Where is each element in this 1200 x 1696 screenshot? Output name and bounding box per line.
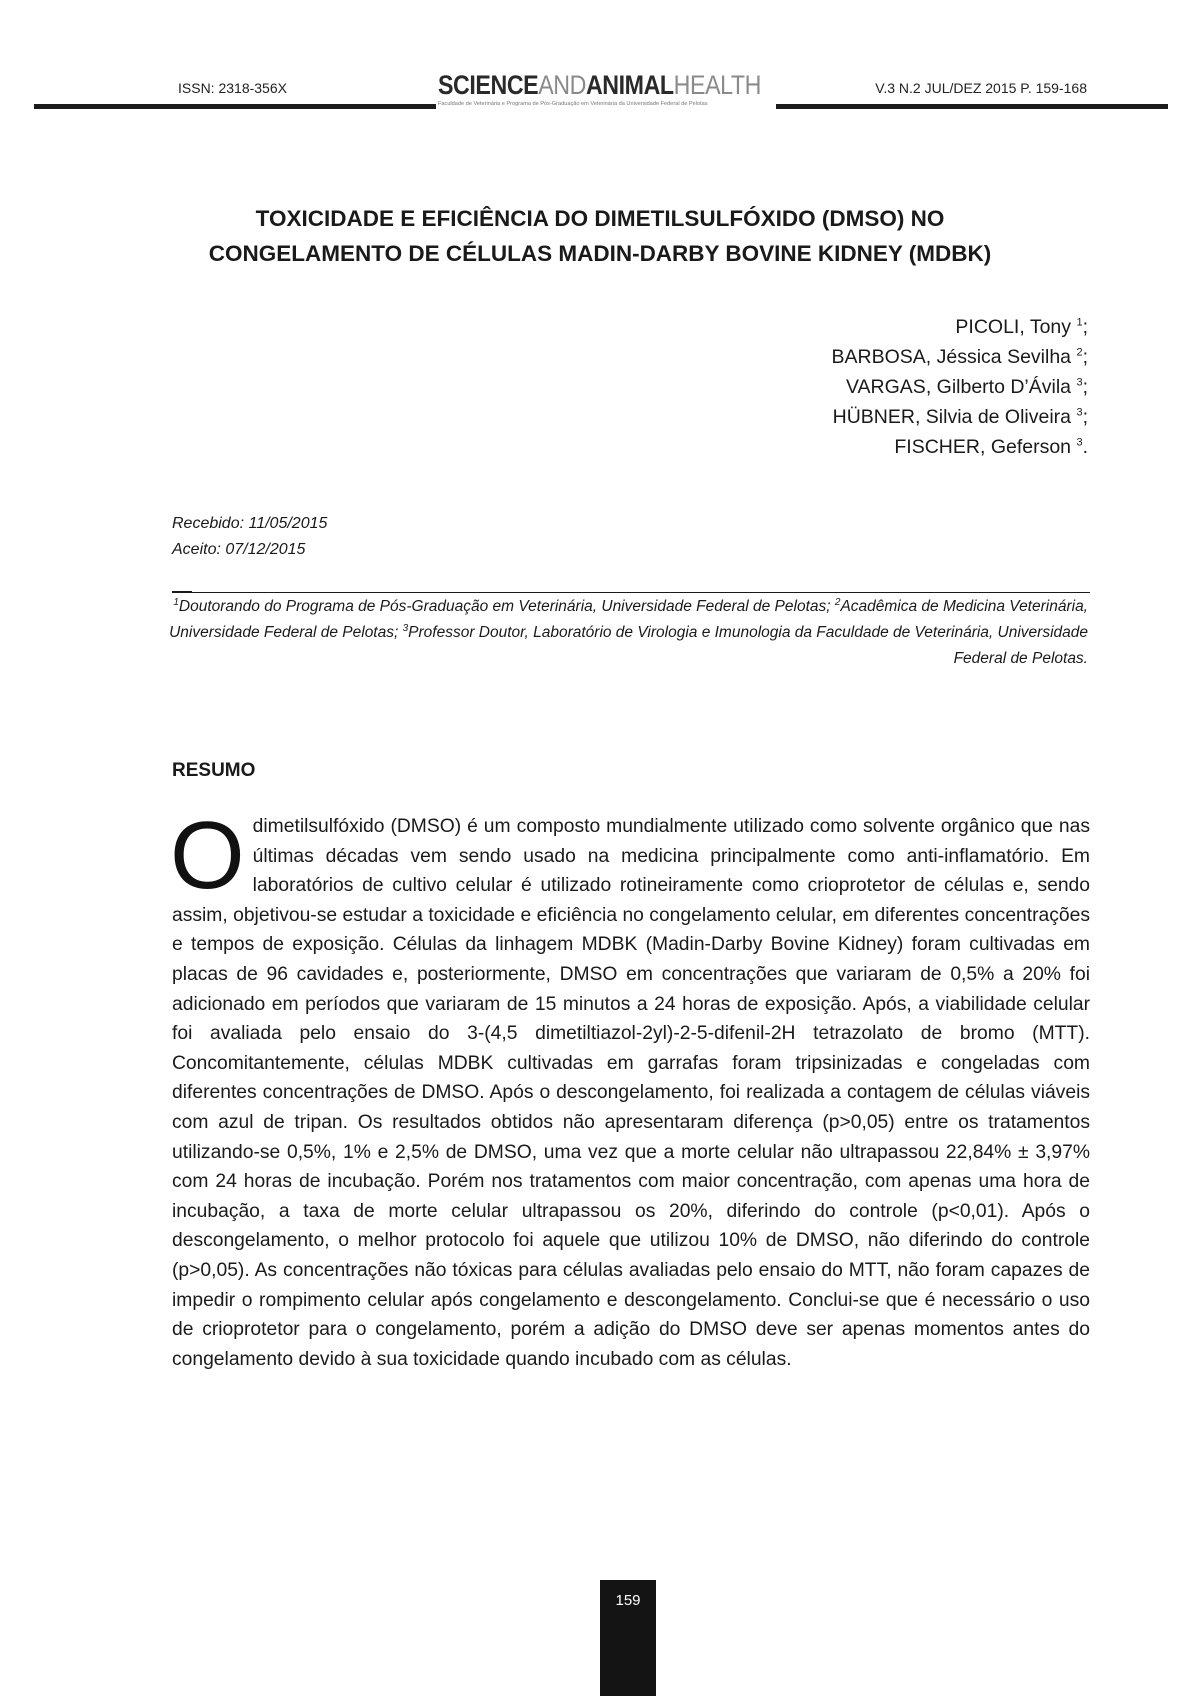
affiliation-mark-2: 2 [834,596,841,608]
affiliations [168,594,1088,672]
author [832,432,1088,462]
journal-logo [438,70,774,110]
author [832,312,1088,342]
author-affiliation-mark: 3 [1076,406,1083,419]
journal-name [438,70,761,100]
author-list [832,312,1088,462]
author-affiliation-mark: 3 [1076,376,1083,389]
author-name: PICOLI, Tony [955,316,1072,338]
title-line-2: CONGELAMENTO DE CÉLULAS MADIN-DARBY BOVINE KIDNEY (MDBK) [208,241,992,266]
header-rule-right [776,104,1168,109]
affiliation-1: Doutorando do Programa de Pós-Graduação em Veterinária, Universidade Federal de Pelotas; [178,598,835,615]
received-date: Recebido: 11/05/2015 [172,515,328,532]
affiliation-2: Acadêmica de Medicina Veterinária, Universidade Federal de Pelotas; [169,598,1088,641]
header-rule-left [34,104,436,109]
accepted-date: Aceito: 07/12/2015 [172,541,306,558]
journal-subtitle: Faculdade de Veterinária e Programa de Pós-Graduação em Veterinária da Universidade Federal de Pelotas [438,101,708,107]
author-affiliation-mark: 3 [1076,436,1083,449]
page-number-tab [600,1580,656,1696]
page-number: 159 [615,1592,641,1609]
journal-name-science: SCIENCE [438,70,539,100]
volume-label: V.3 N.2 JUL/DEZ 2015 P. 159-168 [875,80,1087,96]
issn-label: ISSN: 2318-356X [178,80,287,96]
author [832,372,1088,402]
author-name: HÜBNER, Silvia de Oliveira [832,406,1072,428]
abstract-heading: RESUMO [172,760,256,781]
author-separator: ; [1082,376,1088,398]
author-name: BARBOSA, Jéssica Sevilha [831,346,1072,368]
affiliation-3: Professor Doutor, Laboratório de Virologia e Imunologia da Faculdade de Veterinária, Universidade Federal de Pelotas. [408,624,1088,667]
title-line-1: TOXICIDADE E EFICIÊNCIA DO DIMETILSULFÓXIDO (DMSO) NO [255,206,945,231]
author-separator: ; [1082,316,1088,338]
author-name: FISCHER, Geferson [894,436,1072,458]
journal-name-and: AND [538,70,586,100]
author-separator: ; [1082,346,1088,368]
author-affiliation-mark: 1 [1076,316,1083,329]
author [832,342,1088,372]
author-separator: ; [1082,406,1088,428]
abstract-text: dimetilsulfóxido (DMSO) é um composto mundialmente utilizado como solvente orgânico que nas últimas décadas vem sendo usado na medicina principalmente como anti-inflamatório. Em laboratórios de cultivo celular é utilizado rotineiramente como crioprotetor de células e, sendo assim, objetivou-se estudar a toxicidade e eficiência no congelamento celular, em diferentes concentrações e tempos de exposição. Células da linhagem MDBK (Madin-Darby Bovine Kidney) foram cultivadas em placas de 96 cavidades e, posteriormente, DMSO em concentrações que variaram de 0,5% a 20% foi adicionado em períodos que variaram de 15 minutos a 24 horas de exposição. Após, a viabilidade celular foi avaliada pelo ensaio do 3-(4,5 dimetiltiazol-2yl)-2-5-difenil-2H tetrazolato de bromo (MTT). Concomitantemente, células MDBK cultivadas em garrafas foram tripsinizadas e congeladas com diferentes concentrações de DMSO. Após o descongelamento, foi realizada a contagem de células viáveis com azul de tripan. Os resultados obtidos não apresentaram diferença (p>0,05) entre os tratamentos utilizando-se 0,5%, 1% e 2,5% de DMSO, uma vez que a morte celular não ultrapassou 22,84% ± 3,97% com 24 horas de incubação. Porém nos tratamentos com maior concentração, com apenas uma hora de incubação, a taxa de morte celular ultrapassou os 20%, diferindo do controle (p<0,01). Após o descongelamento, o melhor protocolo foi aquele que utilizou 10% de DMSO, não diferindo do controle (p>0,05). As concentrações não tóxicas para células avaliadas pelo ensaio do MTT, não foram capazes de impedir o rompimento celular após congelamento e descongelamento. Conclui-se que é necessário o uso de crioprotetor para o congelamento, porém a adição do DMSO deve ser apenas momentos antes do congelamento devido à sua toxicidade quando incubado com as células. [172,816,1090,1370]
affiliation-mark-3: 3 [402,622,409,634]
journal-name-animal: ANIMAL [585,70,674,100]
author-separator: . [1082,436,1088,458]
affiliation-mark-1: 1 [173,596,179,608]
submission-dates [172,511,327,563]
author [832,402,1088,432]
author-name: VARGAS, Gilberto D’Ávila [845,376,1072,398]
abstract-body [170,802,1090,1374]
author-affiliation-mark: 2 [1076,346,1083,359]
drop-cap: O [170,802,245,909]
article-title [110,201,1090,271]
journal-name-health: HEALTH [673,70,761,100]
affiliation-rule [172,592,1090,593]
